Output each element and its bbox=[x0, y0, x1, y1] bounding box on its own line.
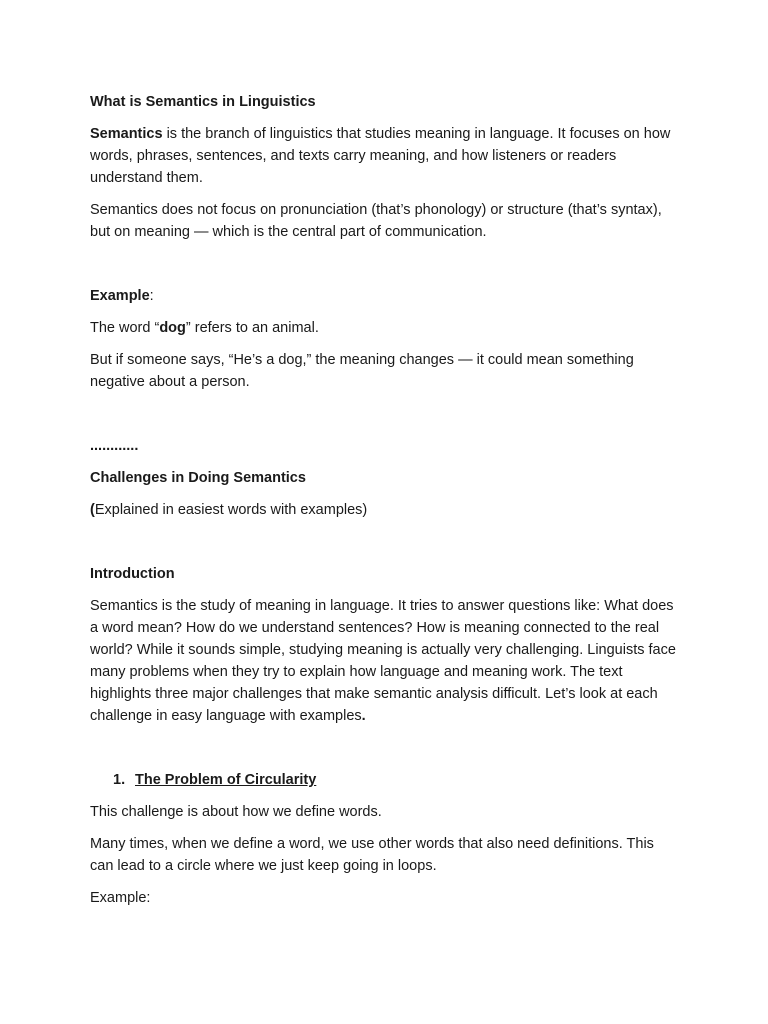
definition-text: is the branch of linguistics that studies meaning in language. It focuses on how words, phrases, sentences, and texts carry meaning, and how listeners or readers understand them. bbox=[90, 126, 671, 186]
separator-dots: ............ bbox=[90, 438, 139, 454]
example-1-word: dog bbox=[159, 320, 186, 336]
example-1-post: ” refers to an animal. bbox=[185, 320, 319, 336]
focus-paragraph: Semantics does not focus on pronunciation (that’s phonology) or structure (that’s syntax), but on meaning — which is the central part of communication. bbox=[90, 202, 662, 240]
subtitle-paren: ( bbox=[90, 502, 95, 518]
example-sentence-2: But if someone says, “He’s a dog,” the meaning changes — it could mean something negative about a person. bbox=[90, 352, 634, 390]
section-1-number: 1. bbox=[113, 772, 126, 788]
introduction-end: . bbox=[361, 708, 366, 724]
doc-title: What is Semantics in Linguistics bbox=[90, 94, 316, 110]
example-label: Example bbox=[90, 288, 150, 304]
introduction-text: Semantics is the study of meaning in language. It tries to answer questions like: What does a word mean? How do we understand sentences? How is meaning connected to the real world? While it sounds simple, studying meaning is actually very challenging. Linguists face many problems when they try to explain how language and meaning work. The text highlights three major challenges that make semantic analysis difficult. Let’s look at each challenge in easy language with examples bbox=[90, 598, 676, 724]
definition-paragraph bbox=[90, 123, 678, 189]
circularity-paragraph-1: This challenge is about how we define words. bbox=[90, 804, 382, 820]
section-1-title: The Problem of Circularity bbox=[135, 772, 317, 788]
example-heading bbox=[90, 285, 678, 307]
example-colon: : bbox=[149, 288, 154, 304]
example-1-pre: The word “ bbox=[90, 320, 160, 336]
challenges-heading: Challenges in Doing Semantics bbox=[90, 470, 306, 486]
subtitle-text: Explained in easiest words with examples) bbox=[94, 502, 368, 518]
introduction-paragraph bbox=[90, 595, 678, 727]
section-1-heading bbox=[113, 769, 678, 791]
circularity-example-label: Example: bbox=[90, 890, 151, 906]
definition-term: Semantics bbox=[90, 126, 163, 142]
subtitle-paragraph bbox=[90, 499, 678, 521]
example-sentence-1 bbox=[90, 317, 678, 339]
circularity-paragraph-2: Many times, when we define a word, we use other words that also need definitions. This can lead to a circle where we just keep going in loops. bbox=[90, 836, 654, 874]
introduction-heading: Introduction bbox=[90, 566, 175, 582]
